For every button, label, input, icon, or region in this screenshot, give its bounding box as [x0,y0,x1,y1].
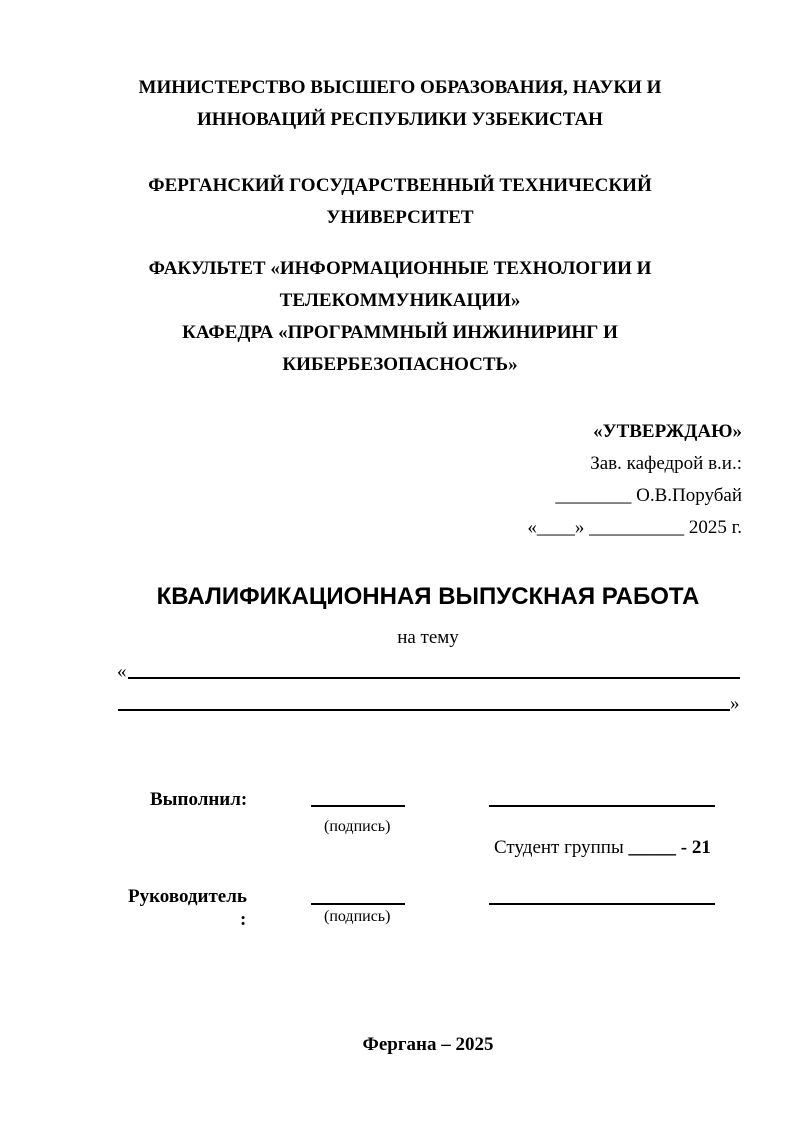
approval-heading: «УТВЕРЖДАЮ» [593,421,742,442]
faculty-line-1: ФАКУЛЬТЕТ «ИНФОРМАЦИОННЫЕ ТЕХНОЛОГИИ И [148,258,652,279]
work-subtitle: на тему [397,627,459,648]
topic-open-quote: « [117,661,127,682]
student-group-blank: _____ [628,837,676,858]
topic-line-2 [118,709,730,711]
approval-position: Зав. кафедрой в.и.: [590,453,742,474]
supervisor-colon: : [240,909,247,930]
faculty-line-2: ТЕЛЕКОММУНИКАЦИИ» [279,290,521,311]
ministry-line-2: ИННОВАЦИЙ РЕСПУБЛИКИ УЗБЕКИСТАН [197,109,603,130]
supervisor-signature-line [311,903,405,905]
student-group-line [494,836,711,860]
student-group-suffix: - 21 [676,837,711,858]
work-title: КВАЛИФИКАЦИОННАЯ ВЫПУСКНАЯ РАБОТА [156,583,700,610]
topic-close-quote: » [730,693,740,714]
supervisor-name-line [489,903,715,905]
department-line-1: КАФЕДРА «ПРОГРАММНЫЙ ИНЖИНИРИНГ И [182,322,618,343]
university-line-2: УНИВЕРСИТЕТ [326,207,474,228]
ministry-line-1: МИНИСТЕРСТВО ВЫСШЕГО ОБРАЗОВАНИЯ, НАУКИ И [138,77,662,98]
performed-label: Выполнил: [150,789,248,810]
performer-name-line [489,805,715,807]
university-line-1: ФЕРГАНСКИЙ ГОСУДАРСТВЕННЫЙ ТЕХНИЧЕСКИЙ [148,175,652,196]
performer-signature-caption: (подпись) [324,818,391,835]
approval-signature-blank: ________ [555,485,632,506]
footer-city-year: Фергана – 2025 [362,1034,494,1055]
performer-signature-line [311,805,405,807]
topic-line-1 [128,677,740,679]
approval-date: «____» __________ 2025 г. [527,517,742,538]
supervisor-signature-caption: (подпись) [324,908,391,925]
approval-signature-line [555,484,742,508]
approval-name: О.В.Порубай [631,485,742,506]
supervisor-label: Руководитель [128,886,247,907]
student-group-label: Студент группы [494,837,629,858]
department-line-2: КИБЕРБЕЗОПАСНОСТЬ» [282,354,518,375]
